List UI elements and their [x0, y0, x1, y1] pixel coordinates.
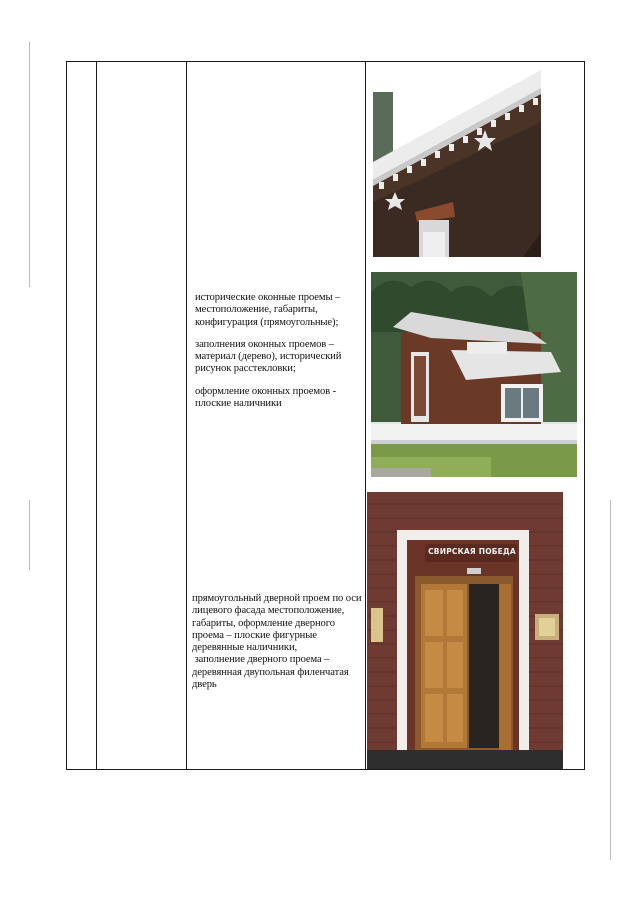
scan-artifact-right	[610, 500, 611, 860]
entrance-sign-text: СВИРСКАЯ ПОБЕДА	[428, 547, 516, 556]
photo-entrance-door	[367, 492, 563, 769]
scan-artifact-left-lower	[29, 500, 30, 570]
windows-paragraph-1: исторические оконные проемы – местоположение, габариты, конфигурация (прямоугольные);	[195, 292, 341, 328]
photo-eaves-detail	[373, 62, 541, 257]
table-col-line-2	[96, 61, 97, 770]
door-paragraph-1: прямоугольный дверной проем по оси лицевого фасада местоположение, габариты, оформление дверного проема – плоские фигурные деревянные наличники,	[192, 593, 362, 654]
door-paragraph-2: заполнение дверного проема – деревянная двупольная филенчатая дверь	[192, 654, 352, 691]
table-col-line-5	[584, 61, 585, 770]
windows-description	[195, 292, 363, 420]
windows-paragraph-3: оформление оконных проемов - плоские наличники	[195, 385, 337, 410]
windows-paragraph-2: заполнения оконных проемов – материал (дерево), исторический рисунок расстекловки;	[195, 338, 342, 375]
table-col-line-3	[186, 61, 187, 770]
scan-artifact-left	[29, 42, 30, 287]
table-col-line-4	[365, 61, 366, 770]
table-bottom-border	[66, 769, 585, 770]
photo-house-exterior	[371, 272, 577, 477]
table-col-line-1	[66, 61, 67, 770]
door-description	[192, 593, 364, 691]
